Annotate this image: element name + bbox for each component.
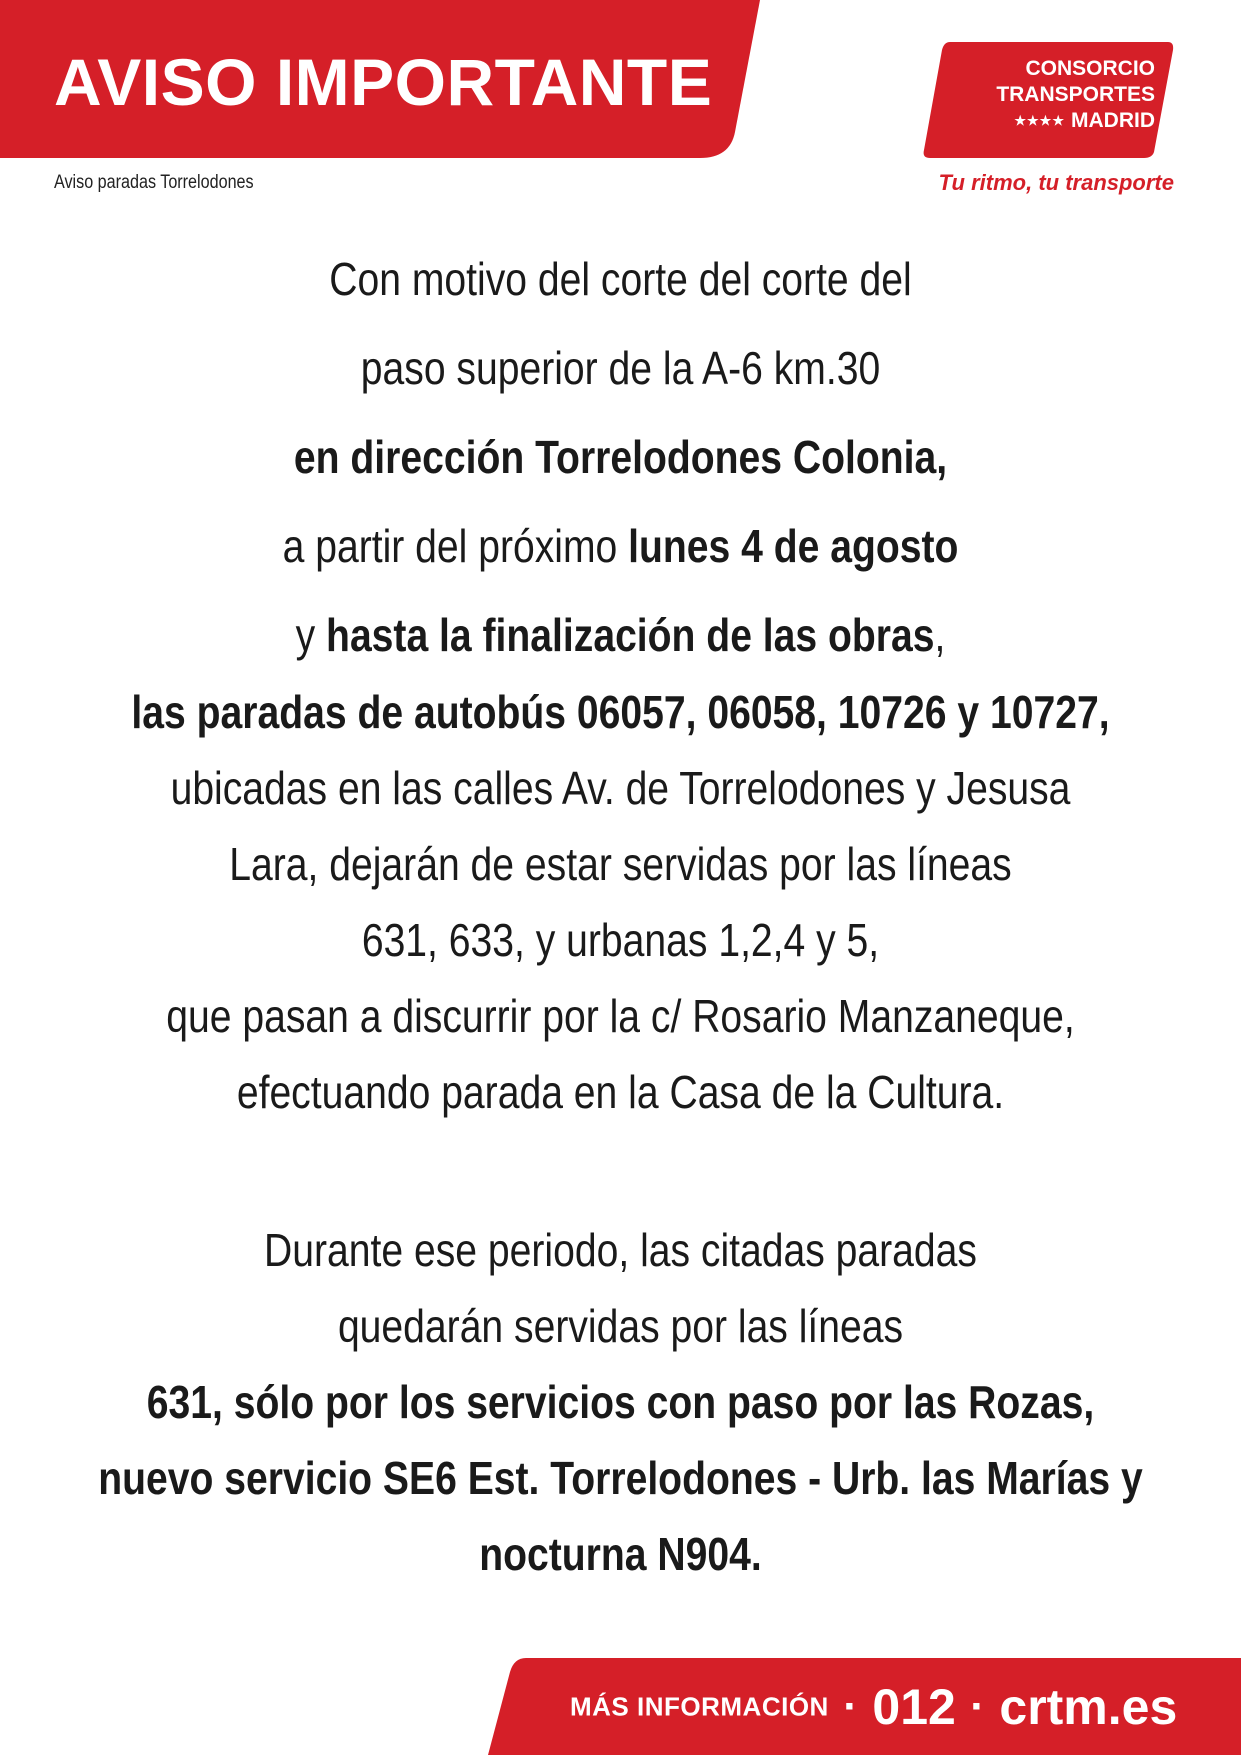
footer-separator: · [843,1682,858,1731]
date-intro: a partir del próximo [282,520,629,572]
notice-line: Con motivo del corte del corte del [329,253,912,305]
start-date: lunes 4 de agosto [628,520,959,572]
logo-line-transportes: TRANSPORTES [996,83,1155,106]
logo-tagline: Tu ritmo, tu transporte [938,170,1174,195]
notice-line-bold [93,429,1148,485]
logo-line-madrid [950,108,1155,134]
logo-madrid-label: MADRID [1071,109,1155,132]
notice-line: quedarán servidas por las líneas [337,1300,904,1352]
logo-line-consorcio: CONSORCIO [1025,57,1155,80]
comma: , [934,609,946,661]
consorcio-logo-text [950,56,1155,134]
notice-line: efectuando parada en la Casa de la Cultura. [236,1066,1005,1118]
n904-service: nocturna N904. [479,1528,762,1580]
notice-line: Durante ese periodo, las citadas paradas [264,1224,977,1276]
footer-info [570,1678,1196,1736]
notice-line-bold [93,1374,1148,1430]
se6-service: nuevo servicio SE6 Est. Torrelodones - Urb. las Marías y [98,1452,1143,1504]
website-link[interactable]: crtm.es [999,1679,1178,1735]
notice-line-bold [93,684,1148,740]
notice-line: que pasan a discurrir por la c/ Rosario Manzaneque, [166,990,1075,1042]
notice-line: 631, 633, y urbanas 1,2,4 y 5, [361,914,880,966]
page-title: AVISO IMPORTANTE [54,45,713,119]
notice-line-bold [93,1450,1148,1506]
notice-line-bold [93,1526,1148,1582]
until-intro: y [295,609,327,661]
stop-numbers: las paradas de autobús 06057, 06058, 10726 y 10727, [131,686,1110,738]
more-info-label: MÁS INFORMACIÓN [570,1691,829,1722]
line-631-service: 631, sólo por los servicios con paso por las Rozas, [146,1376,1095,1428]
page-subtitle: Aviso paradas Torrelodones [54,172,254,193]
direction-text: en dirección Torrelodones Colonia, [293,431,948,483]
notice-line: Lara, dejarán de estar servidas por las líneas [229,838,1012,890]
end-condition: hasta la finalización de las obras [326,609,935,661]
phone-number: 012 [872,1679,956,1735]
notice-line: ubicadas en las calles Av. de Torrelodones y Jesusa [170,762,1071,814]
notice-line: paso superior de la A-6 km.30 [360,342,881,394]
notice-line [93,607,1148,663]
notice-line [93,518,1148,574]
stars-icon: ★★★★ [1014,113,1065,129]
footer-separator: · [970,1682,985,1731]
